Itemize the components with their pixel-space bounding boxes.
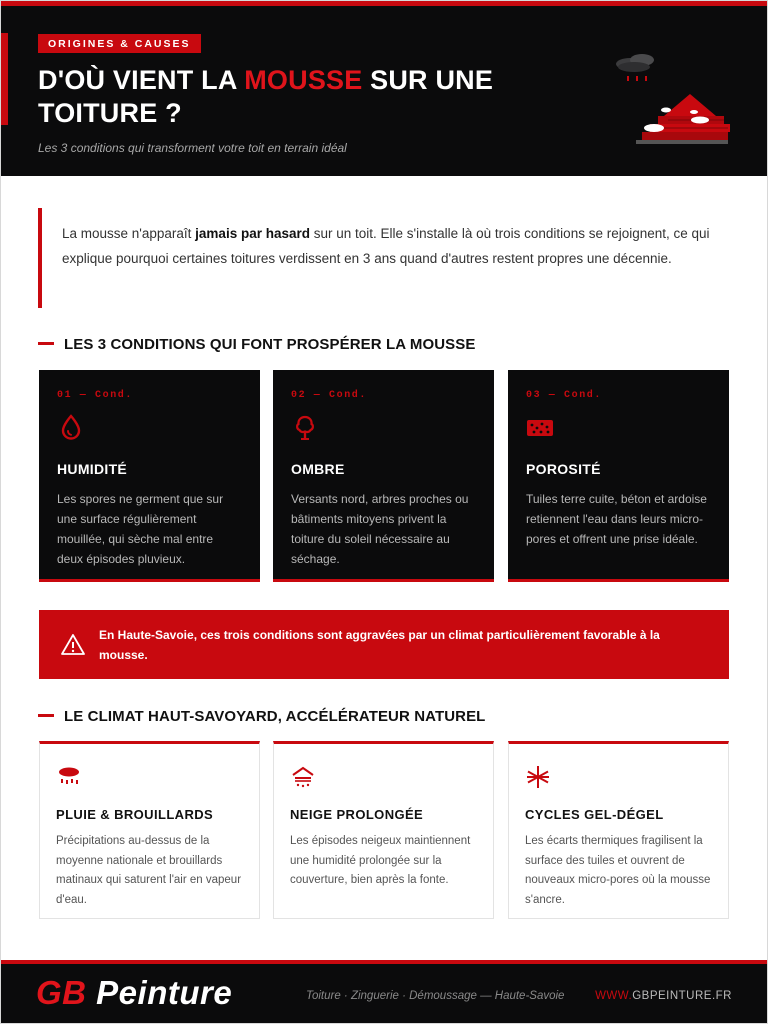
climate-card-freeze: [508, 741, 729, 919]
condition-title: HUMIDITÉ: [57, 461, 128, 477]
footer-services: Toiture · Zinguerie · Démoussage — Haute-Savoie: [306, 990, 565, 1002]
snowflake-icon: [525, 764, 551, 790]
roof-icon: [636, 94, 730, 144]
intro-paragraph: [38, 208, 728, 308]
condition-card-porosity: [508, 370, 729, 582]
snow-roof-icon: [290, 764, 316, 790]
water-drop-icon: [57, 413, 85, 441]
condition-number: 02 — Cond.: [291, 390, 368, 401]
climate-text: Les épisodes neigeux maintiennent une humidité prolongée sur la couverture, bien après la fonte.: [290, 835, 471, 886]
porous-tile-icon: [526, 413, 554, 441]
section-title-text: LE CLIMAT HAUT-SAVOYARD, ACCÉLÉRATEUR NATUREL: [64, 708, 486, 725]
website-prefix: WWW.: [595, 990, 633, 1002]
climate-text: Les écarts thermiques fragilisent la surface des tuiles et ouvrent de nouveaux micro-pores où la mousse s'ancre.: [525, 835, 711, 906]
section-dash: [38, 342, 54, 345]
climate-text: Précipitations au-dessus de la moyenne nationale et brouillards matinaux qui saturent l'air en vapeur d'eau.: [56, 835, 242, 906]
title-part-1: D'OÙ VIENT LA: [38, 65, 245, 95]
header-accent-bar: [0, 33, 8, 125]
company-logo[interactable]: [36, 974, 232, 1012]
condition-number: 03 — Cond.: [526, 390, 603, 401]
website-domain: GBPEINTURE.FR: [632, 990, 732, 1002]
title-highlight: MOUSSE: [244, 65, 363, 95]
climate-card-snow: [273, 741, 494, 919]
climate-title: PLUIE & BROUILLARDS: [56, 807, 214, 822]
category-tag: ORIGINES & CAUSES: [38, 34, 201, 53]
website-link[interactable]: [595, 990, 732, 1002]
logo-gb: GB: [36, 974, 87, 1011]
condition-card-shade: [273, 370, 494, 582]
intro-text-end: sur un toit. Elle s'installe là où trois conditions se rejoignent, ce qui explique pourquoi certaines toitures verdissent en 3 ans quand d'autres restent propres une décennie.: [62, 226, 710, 266]
condition-title: POROSITÉ: [526, 461, 601, 477]
logo-brand: Peinture: [96, 974, 233, 1011]
page-title: [38, 64, 578, 130]
section-title-conditions: [38, 336, 476, 353]
warning-icon: [59, 631, 87, 659]
climate-card-rain: [39, 741, 260, 919]
mossy-roof-illustration: [608, 50, 732, 150]
page-subtitle: Les 3 conditions qui transforment votre toit en terrain idéal: [38, 141, 347, 155]
condition-text: Versants nord, arbres proches ou bâtiments mitoyens privent la toiture du soleil nécessaire au séchage.: [291, 492, 469, 566]
section-title-text: LES 3 CONDITIONS QUI FONT PROSPÉRER LA MOUSSE: [64, 336, 476, 353]
regional-alert-banner: [39, 610, 729, 679]
condition-text: Les spores ne germent que sur une surface régulièrement mouillée, qui sèche mal entre deux épisodes pluvieux.: [57, 492, 224, 566]
footer: [0, 960, 768, 1024]
section-dash: [38, 714, 54, 717]
condition-number: 01 — Cond.: [57, 390, 134, 401]
intro-text-bold: jamais par hasard: [195, 226, 310, 241]
condition-title: OMBRE: [291, 461, 345, 477]
tree-icon: [291, 413, 319, 441]
climate-title: NEIGE PROLONGÉE: [290, 807, 424, 822]
title-part-2: SUR UNE TOITURE ?: [38, 65, 494, 128]
rain-cloud-icon: [616, 54, 654, 81]
climate-title: CYCLES GEL-DÉGEL: [525, 807, 664, 822]
header-banner: [0, 0, 768, 176]
section-title-climate: [38, 708, 485, 725]
alert-text: En Haute-Savoie, ces trois conditions sont aggravées par un climat particulièrement favorable à la mousse.: [99, 627, 660, 662]
rain-cloud-icon: [56, 764, 82, 790]
intro-text-start: La mousse n'apparaît: [62, 226, 196, 241]
condition-card-humidity: [39, 370, 260, 582]
condition-text: Tuiles terre cuite, béton et ardoise retiennent l'eau dans leurs micro-pores et offrent une prise idéale.: [526, 492, 707, 546]
